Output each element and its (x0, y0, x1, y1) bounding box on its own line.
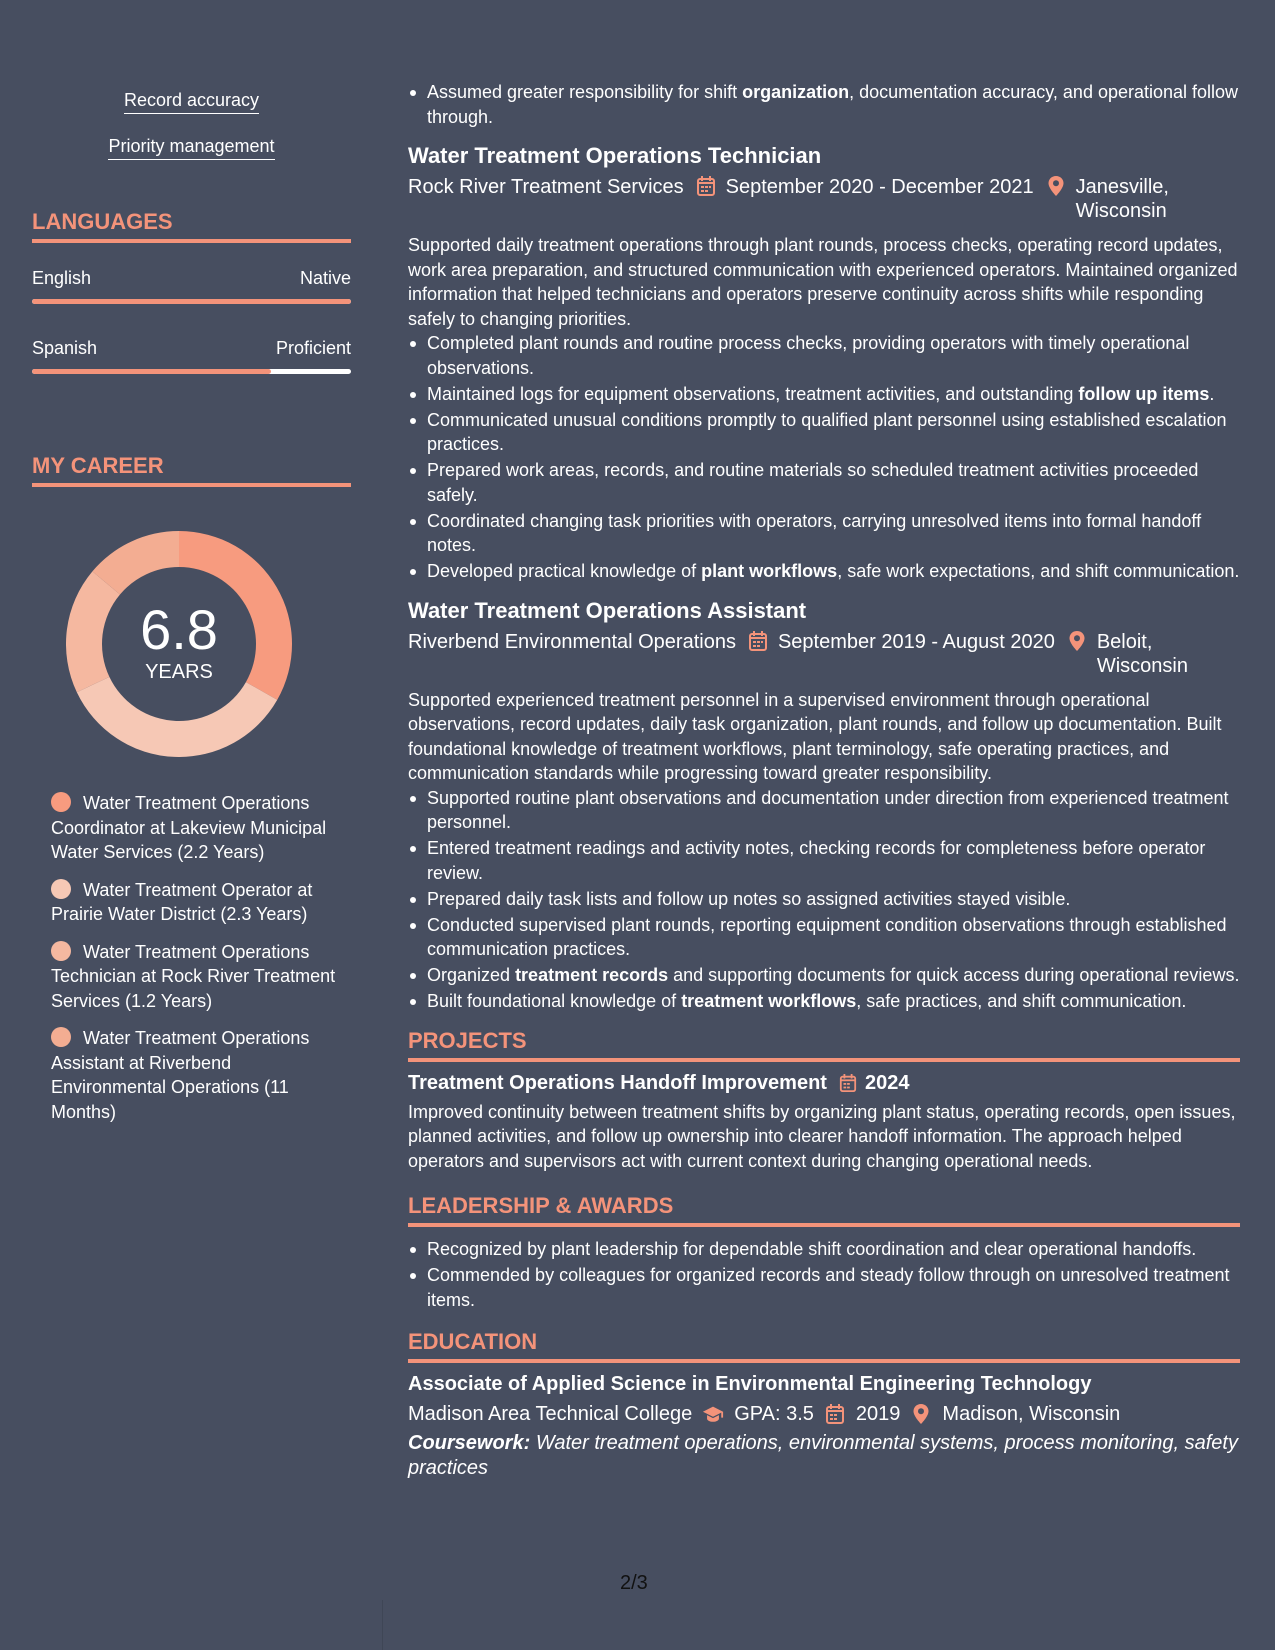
bullet-item: Entered treatment readings and activity notes, checking records for completeness before operator review. (408, 836, 1240, 885)
location-pin-icon (1067, 630, 1087, 652)
coursework-text: Water treatment operations, environmental systems, process monitoring, safety practices (408, 1432, 1238, 1479)
job-title: Water Treatment Operations Assistant (408, 597, 807, 623)
previous-job-bullets (408, 80, 1240, 129)
language-level: Proficient (275, 338, 351, 358)
bullet-item: Completed plant rounds and routine process checks, providing operators with timely operational observations. (408, 331, 1240, 380)
bullet-item: Built foundational knowledge of treatment workflows, safe practices, and shift communication. (408, 989, 1240, 1014)
job-bullets (408, 331, 1240, 584)
projects-heading: PROJECTS (408, 1028, 1240, 1062)
language-name: English (32, 268, 92, 288)
bullet-item: Conducted supervised plant rounds, reporting equipment condition observations through established communication practices. (408, 913, 1240, 962)
language-level-bar (32, 299, 351, 304)
career-legend-item: Water Treatment Operator at Prairie Water District (2.3 Years) (51, 879, 313, 924)
education-location: Madison, Wisconsin (942, 1403, 1121, 1425)
bullet-item: Prepared work areas, records, and routine materials so scheduled treatment activities proceeded safely. (408, 458, 1240, 507)
education-coursework (408, 1431, 1240, 1481)
bullet-item: Prepared daily task lists and follow up notes so assigned activities stayed visible. (408, 887, 1240, 912)
award-item: Recognized by plant leadership for dependable shift coordination and clear operational handoffs. (408, 1237, 1240, 1262)
job-location: Beloit, Wisconsin (1096, 630, 1188, 677)
location-pin-icon (1046, 175, 1066, 197)
job-meta (408, 175, 1240, 223)
job-description: Supported experienced treatment personnel in a supervised environment through operational observations, record updates, daily task organization, plant rounds, and follow up documentation. Built foundational knowledge of treatment workflows, plant terminology, safe operating practices, and communication standards while progressing toward greater responsibility. (408, 689, 1222, 783)
bullet-emphasis: follow up items (1078, 383, 1210, 404)
legend-dot-icon (51, 792, 71, 812)
career-donut-chart (66, 531, 292, 757)
language-level-bar (32, 369, 351, 374)
language-english (32, 267, 351, 304)
legend-dot-icon (51, 941, 71, 961)
job-description: Supported daily treatment operations through plant rounds, process checks, operating record updates, work area preparation, and structured communication with experienced operators. Maintained organized information that helped technicians and operators preserve continuity across shifts while responding safely to changing priorities. (408, 235, 1238, 329)
page-number: 2/3 (620, 1572, 648, 1594)
career-legend (51, 791, 341, 1124)
career-legend-item: Water Treatment Operations Assistant at Riverbend Environmental Operations (11 Months) (51, 1028, 310, 1122)
legend-dot-icon (51, 1027, 71, 1047)
bullet-item: Coordinated changing task priorities with operators, carrying unresolved items into formal handoff notes. (408, 509, 1240, 558)
project-title-row (408, 1070, 1240, 1096)
coursework-label: Coursework: (408, 1432, 531, 1454)
education-school: Madison Area Technical College (408, 1403, 693, 1425)
sidebar (32, 0, 351, 1137)
project-year: 2024 (864, 1071, 910, 1094)
bullet-item: Communicated unusual conditions promptly to qualified plant personnel using established escalation practices. (408, 408, 1240, 457)
career-heading: MY CAREER (32, 453, 351, 487)
job-location: Janesville, Wisconsin (1075, 176, 1169, 222)
bullet-emphasis: treatment workflows (681, 991, 857, 1011)
skill-link-priority-management[interactable]: Priority management (108, 134, 274, 160)
career-total-unit: YEARS (145, 661, 213, 683)
job-title: Water Treatment Operations Technician (408, 143, 822, 168)
graduation-cap-icon (702, 1403, 724, 1425)
career-total-years: 6.8 (140, 598, 218, 661)
bullet-item: Supported routine plant observations and documentation under direction from experienced treatment personnel. (408, 786, 1240, 835)
skill-link-record-accuracy[interactable]: Record accuracy (124, 88, 259, 114)
job-meta (408, 630, 1240, 678)
language-spanish (32, 337, 351, 374)
education-heading: EDUCATION (408, 1329, 1240, 1363)
job-company: Riverbend Environmental Operations (408, 630, 736, 653)
language-level: Native (299, 268, 351, 288)
bullet-item: Organized treatment records and supporting documents for quick access during operational reviews. (408, 963, 1240, 988)
project-description: Improved continuity between treatment shifts by organizing plant status, operating records, open issues, planned activities, and follow up ownership into clearer handoff information. The approach helped operators and supervisors act with current context during changing operational needs. (408, 1101, 1236, 1171)
project-name: Treatment Operations Handoff Improvement (408, 1071, 827, 1094)
location-pin-icon (910, 1403, 932, 1425)
bullet-emphasis: plant workflows (701, 561, 838, 581)
awards-list (408, 1237, 1240, 1312)
job-dates: September 2019 - August 2020 (777, 630, 1055, 653)
education-gpa: GPA: 3.5 (734, 1403, 814, 1425)
bullet-emphasis: treatment records (515, 965, 669, 985)
legend-dot-icon (51, 879, 71, 899)
bullet-item: Maintained logs for equipment observations, treatment activities, and outstanding follow up items. (408, 382, 1240, 407)
bullet-item: Assumed greater responsibility for shift organization, documentation accuracy, and operational follow through. (408, 80, 1240, 129)
career-legend-item: Water Treatment Operations Coordinator at Lakeview Municipal Water Services (2.2 Years) (51, 793, 327, 862)
awards-heading: LEADERSHIP & AWARDS (408, 1193, 1240, 1227)
column-divider (382, 1600, 383, 1650)
career-legend-item: Water Treatment Operations Technician at Rock River Treatment Services (1.2 Years) (51, 941, 336, 1011)
job-company: Rock River Treatment Services (408, 176, 684, 198)
job-entry-assistant (408, 597, 1240, 1014)
calendar-icon (839, 1073, 857, 1093)
award-item: Commended by colleagues for organized records and steady follow through on unresolved treatment items. (408, 1263, 1240, 1312)
languages-heading: LANGUAGES (32, 209, 351, 243)
bullet-item: Developed practical knowledge of plant workflows, safe work expectations, and shift communication. (408, 559, 1240, 584)
job-bullets (408, 786, 1240, 1014)
job-dates: September 2020 - December 2021 (725, 176, 1034, 198)
education-meta (408, 1401, 1240, 1427)
job-entry-technician (408, 142, 1240, 584)
calendar-icon (748, 630, 768, 652)
main-content (408, 0, 1240, 1481)
calendar-icon (696, 175, 716, 197)
bullet-emphasis: organization (742, 82, 850, 102)
education-year: 2019 (855, 1403, 901, 1425)
education-degree: Associate of Applied Science in Environmental Engineering Technology (408, 1373, 1092, 1395)
calendar-icon (824, 1403, 846, 1425)
language-name: Spanish (32, 338, 98, 358)
donut-segment (77, 677, 277, 757)
